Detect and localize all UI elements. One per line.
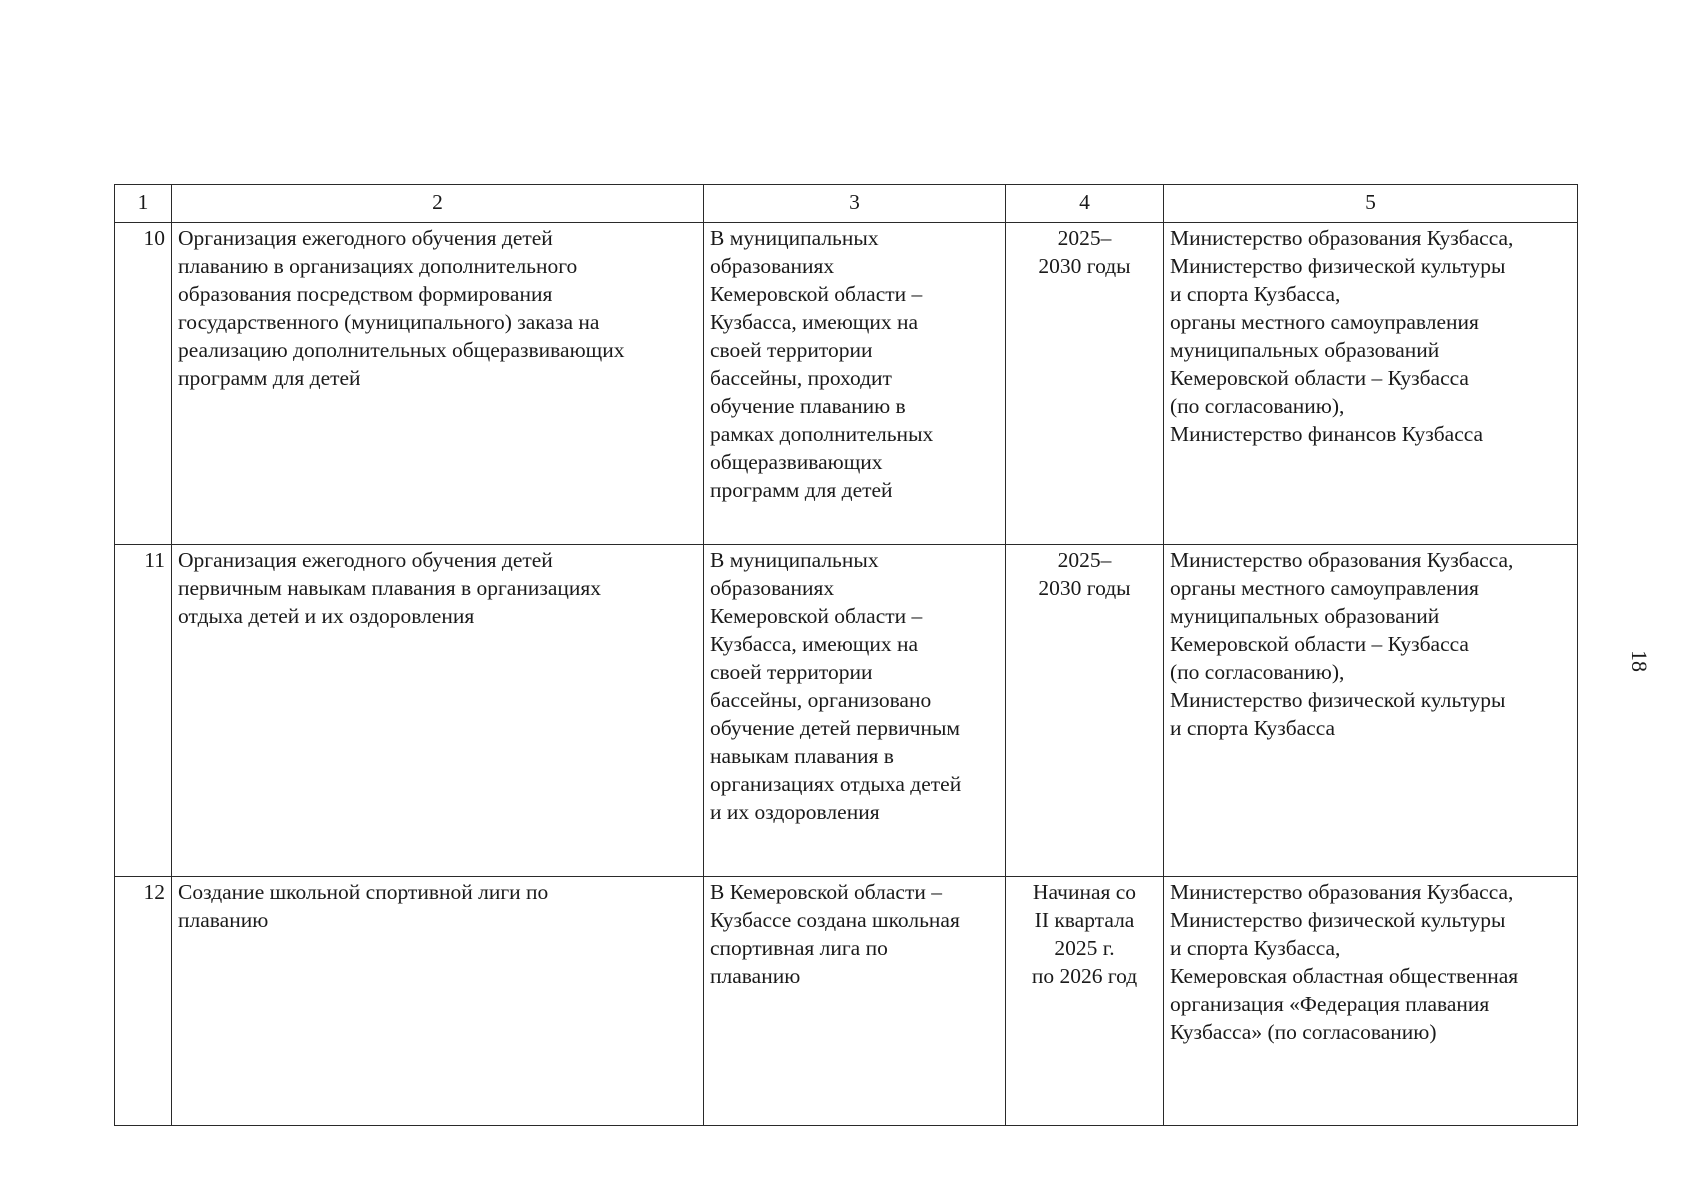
period-cell: 2025– 2030 годы (1006, 223, 1164, 545)
responsible-cell: Министерство образования Кузбасса, Министерство физической культуры и спорта Кузбасса, Кемеровская областная общественная организация «Федерация плавания Кузбасса» (по согласованию) (1164, 877, 1578, 1126)
activity-cell: Создание школьной спортивной лиги по плаванию (172, 877, 704, 1126)
result-cell: В Кемеровской области – Кузбассе создана школьная спортивная лига по плаванию (704, 877, 1006, 1126)
page-number: 18 (1627, 650, 1652, 672)
measures-table (114, 184, 1578, 1126)
table-row (115, 877, 1578, 1126)
header-col-5: 5 (1164, 185, 1578, 223)
row-number: 12 (115, 877, 172, 1126)
header-col-1: 1 (115, 185, 172, 223)
header-col-3: 3 (704, 185, 1006, 223)
result-cell: В муниципальных образованиях Кемеровской области – Кузбасса, имеющих на своей территории бассейны, организовано обучение детей первичным навыкам плавания в организациях отдыха детей и их оздоровления (704, 545, 1006, 877)
responsible-cell: Министерство образования Кузбасса, органы местного самоуправления муниципальных образований Кемеровской области – Кузбасса (по согласованию), Министерство физической культуры и спорта Кузбасса (1164, 545, 1578, 877)
header-col-2: 2 (172, 185, 704, 223)
result-cell: В муниципальных образованиях Кемеровской области – Кузбасса, имеющих на своей территории бассейны, проходит обучение плаванию в рамках дополнительных общеразвивающих программ для детей (704, 223, 1006, 545)
table-row (115, 545, 1578, 877)
responsible-cell: Министерство образования Кузбасса, Министерство физической культуры и спорта Кузбасса, органы местного самоуправления муниципальных образований Кемеровской области – Кузбасса (по согласованию), Министерство финансов Кузбасса (1164, 223, 1578, 545)
table-row (115, 223, 1578, 545)
activity-cell: Организация ежегодного обучения детей первичным навыкам плавания в организациях отдыха детей и их оздоровления (172, 545, 704, 877)
row-number: 10 (115, 223, 172, 545)
period-cell: Начиная со II квартала 2025 г. по 2026 год (1006, 877, 1164, 1126)
header-col-4: 4 (1006, 185, 1164, 223)
activity-cell: Организация ежегодного обучения детей плаванию в организациях дополнительного образования посредством формирования государственного (муниципального) заказа на реализацию дополнительных общеразвивающих программ для детей (172, 223, 704, 545)
period-cell: 2025– 2030 годы (1006, 545, 1164, 877)
table-header-row (115, 185, 1578, 223)
row-number: 11 (115, 545, 172, 877)
